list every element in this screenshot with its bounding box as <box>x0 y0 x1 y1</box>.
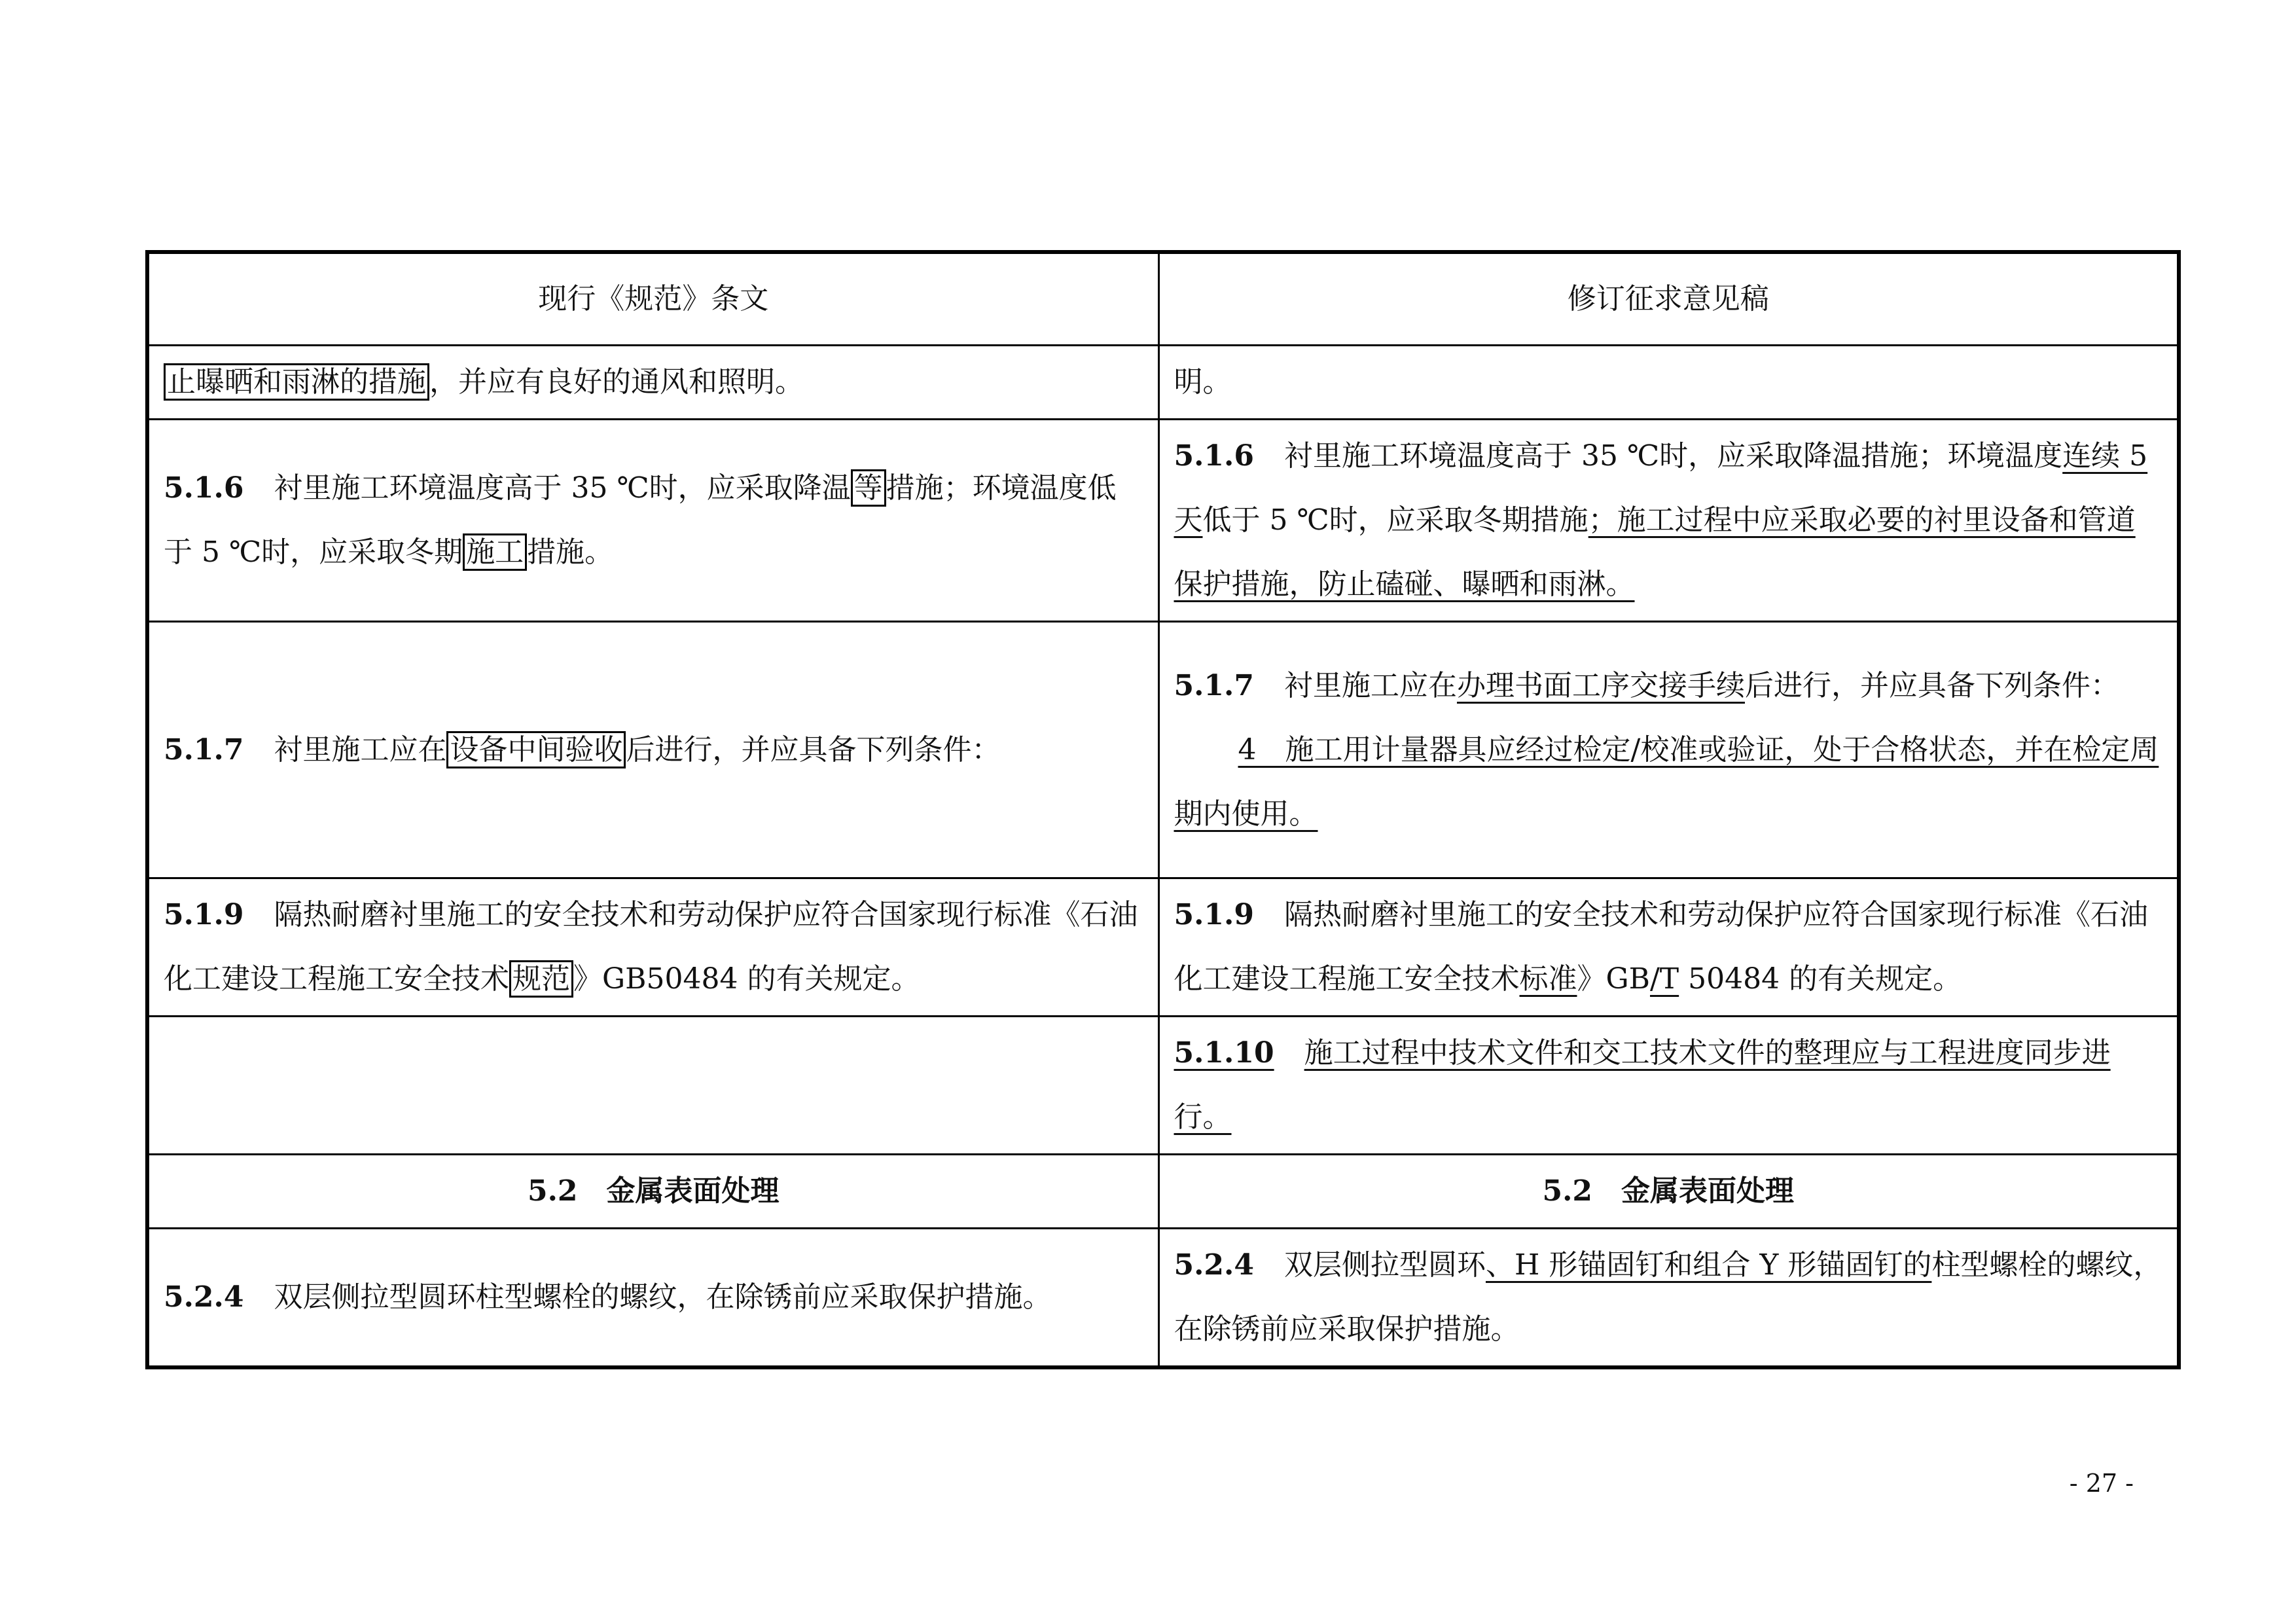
cell-text: 》GB50484 的有关规定。 <box>573 962 920 996</box>
table-row <box>147 1017 2179 1155</box>
section-heading-current: 5.2 金属表面处理 <box>147 1155 1158 1229</box>
boxed-text: 等 <box>851 469 886 507</box>
cell-revision-5-1-6 <box>1158 420 2179 622</box>
cell-text: 措施；环境温度低于 5 ℃时，应采取冬期 <box>164 471 1117 569</box>
underlined-text: 连续 5 天 <box>1174 439 2148 537</box>
cell-text: 低于 5 ℃时，应采取冬期措施 <box>1202 503 1588 537</box>
boxed-text: 止曝晒和雨淋的措施 <box>164 363 429 401</box>
clause-number: 5.1.9 <box>164 898 244 931</box>
boxed-text: 设备中间验收 <box>446 731 626 768</box>
cell-text: 措施。 <box>527 535 614 569</box>
cell-text: 柱型螺栓的螺纹，在除锈前应采取保护措施。 <box>1174 1248 2162 1346</box>
cell-revision-5-1-9 <box>1158 878 2179 1017</box>
cell-text: 50484 的有关规定。 <box>1679 962 1962 996</box>
clause-number: 5.1.6 <box>1174 439 1254 473</box>
clause-number: 5.1.7 <box>1174 668 1254 702</box>
underlined-text: 办理书面工序交接手续 <box>1456 668 1745 702</box>
cell-current-5-1-6 <box>147 420 1158 622</box>
clause-number: 5.1.9 <box>1174 898 1254 931</box>
section-heading-revision: 5.2 金属表面处理 <box>1158 1155 2179 1229</box>
table-header-row <box>147 252 2179 346</box>
cell-text: 后进行，并应具备下列条件： <box>626 732 1001 767</box>
cell-text: 双层侧拉型圆环柱型螺栓的螺纹，在除锈前应采取保护措施。 <box>274 1280 1052 1314</box>
boxed-text: 施工 <box>463 533 527 571</box>
cell-text: 隔热耐磨衬里施工的安全技术和劳动保护应符合国家现行标准《石油化工建设工程施工安全技术 <box>164 898 1138 996</box>
cell-text: ，并应有良好的通风和照明。 <box>429 365 804 399</box>
page-number: - 27 - <box>2069 1469 2134 1498</box>
cell-revision-continued: 明。 <box>1158 346 2179 420</box>
clause-number: 5.2.4 <box>164 1280 244 1314</box>
cell-current-5-1-7 <box>147 622 1158 878</box>
underlined-text: 、H 形锚固钉和组合 Y 形锚固钉的 <box>1485 1248 1932 1282</box>
cell-text: 》GB <box>1577 962 1650 996</box>
table-row <box>147 1229 2179 1368</box>
cell-current-5-1-9 <box>147 878 1158 1017</box>
cell-text: 衬里施工应在 <box>274 732 447 767</box>
table-row <box>147 346 2179 420</box>
header-revision-draft: 修订征求意见稿 <box>1158 252 2179 346</box>
clause-number: 5.1.10 <box>1174 1036 1274 1070</box>
underlined-text: /T <box>1649 962 1679 996</box>
table-row <box>147 622 2179 878</box>
cell-revision-5-2-4 <box>1158 1229 2179 1368</box>
section-heading-row <box>147 1155 2179 1229</box>
header-current-clause: 现行《规范》条文 <box>147 252 1158 346</box>
comparison-table <box>145 250 2181 1369</box>
underlined-text: 施工过程中技术文件和交工技术文件的整理应与工程进度同步进行。 <box>1174 1036 2111 1134</box>
clause-number: 5.1.6 <box>164 471 244 505</box>
clause-number: 5.1.7 <box>164 732 244 767</box>
cell-current-5-1-10-empty <box>147 1017 1158 1155</box>
table-row <box>147 878 2179 1017</box>
cell-revision-5-1-10 <box>1158 1017 2179 1155</box>
underlined-list-item: 4 施工用计量器具应经过检定/校准或验证，处于合格状态，并在检定周期内使用。 <box>1174 732 2159 831</box>
cell-current-continued <box>147 346 1158 420</box>
underlined-text: ；施工过程中应采取必要的衬里设备和管道保护措施，防止磕碰、曝晒和雨淋。 <box>1174 503 2136 601</box>
cell-text: 隔热耐磨衬里施工的安全技术和劳动保护应符合国家现行标准《石油化工建设工程施工安全技术 <box>1174 898 2148 996</box>
boxed-text: 规范 <box>509 960 573 998</box>
cell-text: 衬里施工环境温度高于 35 ℃时，应采取降温 <box>274 471 851 505</box>
table-row <box>147 420 2179 622</box>
cell-text: 衬里施工应在 <box>1283 668 1457 702</box>
underlined-text: 标准 <box>1519 962 1577 996</box>
cell-text: 双层侧拉型圆环 <box>1283 1248 1486 1282</box>
cell-text: 后进行，并应具备下列条件： <box>1744 668 2119 702</box>
cell-text: 衬里施工环境温度高于 35 ℃时，应采取降温措施；环境温度 <box>1283 439 2063 473</box>
cell-current-5-2-4 <box>147 1229 1158 1368</box>
cell-revision-5-1-7 <box>1158 622 2179 878</box>
clause-number: 5.2.4 <box>1174 1248 1254 1282</box>
